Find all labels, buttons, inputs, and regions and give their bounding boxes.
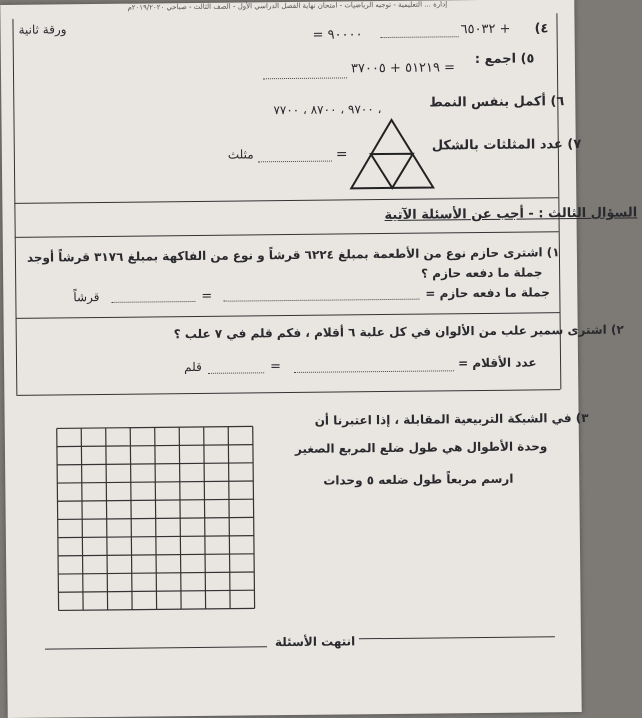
q5-answer-blank[interactable]: [263, 77, 347, 79]
q5-label: ٥) اجمع :: [475, 51, 535, 67]
p3-question-line2: وحدة الأطوال هي طول ضلع المربع الصغير: [295, 439, 548, 456]
page-header: إدارة ... التعليمية - توجيه الرياضيات - امتحان نهاية الفصل الدراسي الأول - الصف الثالث - صباحي ٢٠١٩/٢٠٢٠م: [0, 0, 574, 17]
q4-result: = ٩٠٠٠٠: [313, 27, 363, 43]
section-title-divider: [15, 231, 559, 238]
section3-title: السؤال الثالث : - أجب عن الأسئلة الآتية: [384, 205, 637, 223]
q5-expression: ٥١٢١٩ + ٣٧٠٠٥ =: [351, 60, 455, 76]
q4-expression: ٦٥٠٣٢ +: [460, 22, 510, 38]
box-left-border: [12, 19, 17, 395]
p1-answer-blank[interactable]: [111, 301, 195, 303]
p1-divider: [16, 312, 560, 319]
p1-work-blank[interactable]: [223, 299, 419, 302]
p2-unit: قلم: [184, 360, 202, 374]
q6-sequence: ٩٧٠٠ ، ٨٧٠٠ ، ٧٧٠٠ ،: [273, 102, 381, 117]
p1-unit: قرشاً: [73, 290, 99, 304]
triangles-figure: [348, 117, 435, 190]
p2-answer-label: عدد الأقلام =: [458, 355, 537, 370]
p1-equals: =: [201, 289, 212, 304]
p1-answer-label: جملة ما دفعه حازم =: [425, 285, 550, 300]
q7-answer-blank[interactable]: [258, 161, 332, 163]
q4-answer-blank[interactable]: [381, 36, 459, 38]
q4-number: ٤): [534, 21, 548, 36]
q7-unit: مثلث: [228, 147, 254, 161]
p2-equals: =: [270, 359, 281, 374]
p2-work-blank[interactable]: [294, 370, 454, 373]
p3-question-line1: ٣) في الشبكة التربيعية المقابلة ، إذا اعتبرنا أن: [315, 411, 589, 428]
end-of-questions: انتهت الأسئلة: [275, 634, 355, 649]
p2-answer-blank[interactable]: [208, 372, 264, 374]
square-grid[interactable]: [55, 424, 257, 612]
page-label: ورقة ثانية: [18, 22, 66, 37]
footer-line-right: [359, 636, 555, 639]
p2-divider: [16, 389, 560, 396]
q7-equals: =: [336, 146, 348, 162]
p3-question-line3: ارسم مربعاً طول ضلعه ٥ وحدات: [323, 472, 513, 488]
q7-label: ٧) عدد المثلثات بالشكل: [432, 137, 582, 154]
section-divider: [14, 197, 558, 204]
p1-question-line1: ١) اشترى حازم نوع من الأطعمة بمبلغ ٦٢٢٤ قرشاً و نوع من الفاكهة بمبلغ ٣١٧٦ قرشاً أوجد: [27, 245, 560, 265]
p1-question-line2: جملة ما دفعه حازم ؟: [421, 265, 543, 280]
footer-line-left: [45, 646, 267, 649]
q6-label: ٦) أكمل بنفس النمط: [429, 94, 564, 110]
p2-question: ٢) اشترى سمير علب من الألوان في كل علبة ٦ أقلام ، فكم قلم في ٧ علب ؟: [174, 323, 624, 342]
